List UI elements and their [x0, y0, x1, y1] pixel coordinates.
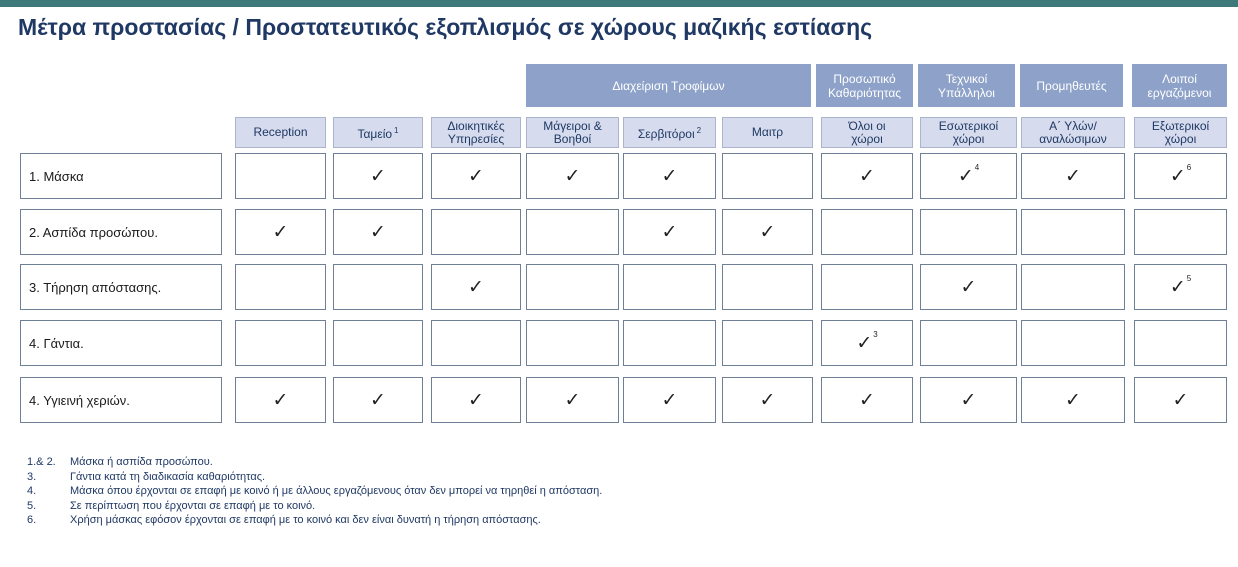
checkmark-icon: ✓: [468, 276, 484, 298]
matrix-cell: [623, 153, 716, 199]
footnote: [27, 455, 602, 470]
column-header-line: χώροι: [1164, 131, 1197, 146]
column-header: [1134, 117, 1227, 148]
footnote-text: Γάντια κατά τη διαδικασία καθαριότητας.: [70, 470, 266, 483]
page-title: Μέτρα προστασίας / Προστατευτικός εξοπλισμός σε χώρους μαζικής εστίασης: [18, 14, 873, 40]
matrix-cell: [821, 377, 913, 423]
column-header-line: χώροι: [851, 131, 883, 146]
matrix-cell: [722, 320, 813, 366]
checkmark-icon: ✓: [859, 165, 875, 187]
column-header-line: Όλοι οι: [848, 118, 886, 133]
matrix-cell: [1134, 153, 1227, 199]
row-label: 4. Γάντια.: [20, 320, 222, 366]
matrix-cell: [623, 209, 716, 255]
column-header-line: Μαιτρ: [751, 125, 784, 139]
column-header-text: [447, 120, 504, 146]
matrix-cell: [722, 377, 813, 423]
group-header-label: Τεχνικοί: [945, 71, 988, 86]
matrix-cell: [431, 320, 521, 366]
group-header-label: Λοιποί: [1162, 71, 1197, 86]
group-header-label: εργαζόμενοι: [1147, 85, 1212, 100]
matrix-cell: [526, 264, 619, 310]
column-header-line: Σερβιτόροι: [637, 127, 695, 141]
checkmark-icon: ✓: [960, 276, 977, 298]
matrix-cell: [431, 209, 521, 255]
footnote-number: 5.: [27, 499, 37, 512]
footnote-text: Μάσκα όπου έρχονται σε επαφή με κοινό ή με άλλους εργαζόμενους όταν δεν μπορεί να τηρηθεί η απόσταση.: [70, 485, 603, 497]
column-header-text: [1039, 120, 1106, 146]
matrix-cell: [1021, 264, 1125, 310]
column-header: [920, 117, 1017, 148]
matrix-cell: [235, 264, 326, 310]
footnote-text: Χρήση μάσκας εφόσον έρχονται σε επαφή με το κοινό και δεν είναι δυνατή η τήρηση απόστασης.: [70, 514, 541, 526]
checkmark-icon: ✓: [661, 221, 678, 243]
column-header: [333, 117, 423, 148]
matrix-cell: [431, 264, 521, 310]
footnote: [27, 484, 602, 499]
footnote: [27, 470, 602, 485]
column-header-line: Διοικητικές: [447, 118, 505, 133]
matrix-cell: [235, 153, 326, 199]
column-header-line: Α΄ Υλών/: [1049, 118, 1097, 133]
footnote: [27, 513, 602, 528]
column-header-line: Εξωτερικοί: [1151, 118, 1210, 133]
footnote-ref: 5: [1186, 274, 1192, 283]
footnote-number: 4.: [27, 485, 37, 497]
column-header-text: [1152, 120, 1209, 146]
checkmark-icon: ✓: [759, 221, 776, 243]
matrix-cell: [526, 377, 619, 423]
checkmark-icon: ✓: [1172, 389, 1189, 411]
group-header-technical-staff: [918, 64, 1015, 107]
checkmark-icon: ✓: [564, 389, 581, 411]
footnote-ref: 1: [394, 126, 399, 135]
matrix-cell: [1134, 264, 1227, 310]
checkmark-icon: ✓: [370, 165, 386, 187]
matrix-cell: [1021, 209, 1125, 255]
checkmark-icon: ✓: [957, 165, 974, 187]
checkmark-icon: ✓: [661, 389, 678, 411]
column-header: [235, 117, 326, 148]
column-header: [623, 117, 716, 148]
checkmark-icon: ✓: [1169, 165, 1186, 187]
column-header-text: [848, 120, 885, 146]
matrix-cell: [920, 377, 1017, 423]
matrix-cell: [1134, 377, 1227, 423]
footnotes: [27, 455, 602, 528]
matrix-cell: [526, 153, 619, 199]
column-header-text: [253, 126, 307, 139]
checkmark-icon: ✓: [960, 389, 977, 411]
group-header-cleaning-staff: [816, 64, 913, 107]
matrix-cell: [920, 320, 1017, 366]
matrix-cell: [1021, 320, 1125, 366]
column-header-line: Reception: [253, 125, 308, 139]
group-header-other-employees: [1132, 64, 1227, 107]
matrix-cell: [1134, 320, 1227, 366]
matrix-cell: [333, 320, 423, 366]
group-header-label: Διαχείριση Τροφίμων: [612, 78, 725, 93]
matrix-cell: [623, 377, 716, 423]
matrix-cell: [333, 209, 423, 255]
checkmark-icon: ✓: [1065, 389, 1081, 411]
column-header: [431, 117, 521, 148]
checkmark-icon: ✓: [856, 332, 873, 354]
matrix-cell: [526, 320, 619, 366]
matrix-cell: [722, 209, 813, 255]
footnote-text: Μάσκα ή ασπίδα προσώπου.: [70, 456, 213, 468]
matrix-cell: [920, 264, 1017, 310]
checkmark-icon: ✓: [468, 165, 484, 187]
matrix-cell: [526, 209, 619, 255]
column-header-line: Εσωτερικοί: [938, 118, 999, 133]
column-header-line: Ταμείο: [357, 127, 393, 141]
matrix-cell: [235, 209, 326, 255]
matrix-cell: [722, 264, 813, 310]
checkmark-icon: ✓: [370, 389, 386, 411]
group-header-label: Καθαριότητας: [827, 85, 902, 100]
row-label: 2. Ασπίδα προσώπου.: [20, 209, 222, 255]
column-header-line: χώροι: [952, 131, 985, 146]
column-header-text: [939, 120, 998, 146]
column-header-line: Μάγειροι &: [543, 118, 602, 133]
footnote-number: 6.: [27, 514, 37, 526]
checkmark-icon: ✓: [370, 221, 386, 243]
row-label: 1. Μάσκα: [20, 153, 222, 199]
row-label: 3. Τήρηση απόστασης.: [20, 264, 222, 310]
matrix-cell: [920, 153, 1017, 199]
matrix-cell: [821, 264, 913, 310]
matrix-cell: [722, 153, 813, 199]
matrix-cell: [333, 264, 423, 310]
matrix-cell: [431, 153, 521, 199]
checkmark-icon: ✓: [272, 221, 289, 243]
footnote-ref: 6: [1186, 163, 1192, 172]
column-header-text: [357, 124, 398, 141]
column-header: [722, 117, 813, 148]
matrix-cell: [1021, 377, 1125, 423]
footnote-ref: 2: [696, 126, 702, 135]
matrix-cell: [821, 320, 913, 366]
matrix-cell: [920, 209, 1017, 255]
footnote-text: Σε περίπτωση που έρχονται σε επαφή με το κοινό.: [70, 499, 316, 512]
matrix-cell: [623, 320, 716, 366]
checkmark-icon: ✓: [759, 389, 776, 411]
checkmark-icon: ✓: [468, 389, 484, 411]
row-label: 4. Υγιεινή χεριών.: [20, 377, 222, 423]
matrix-cell: [333, 377, 423, 423]
matrix-cell: [431, 377, 521, 423]
checkmark-icon: ✓: [564, 165, 581, 187]
matrix-cell: [333, 153, 423, 199]
matrix-cell: [1134, 209, 1227, 255]
checkmark-icon: ✓: [661, 165, 678, 187]
group-header-label: Υπάλληλοι: [938, 85, 995, 100]
checkmark-icon: ✓: [272, 389, 289, 411]
matrix-cell: [1021, 153, 1125, 199]
checkmark-icon: ✓: [1065, 165, 1081, 187]
group-header-suppliers: [1020, 64, 1123, 107]
matrix-cell: [235, 377, 326, 423]
matrix-cell: [235, 320, 326, 366]
column-header: [1021, 117, 1125, 148]
footnote-ref: 3: [873, 330, 878, 339]
footnote-ref: 4: [974, 163, 980, 172]
column-header: [821, 117, 913, 148]
top-accent-bar: [0, 0, 1238, 7]
group-header-label: Προσωπικό: [833, 71, 896, 86]
checkmark-icon: ✓: [859, 389, 875, 411]
group-header-label: Προμηθευτές: [1036, 78, 1107, 93]
column-header-text: [543, 120, 601, 146]
column-header-text: [752, 126, 783, 139]
matrix-cell: [821, 209, 913, 255]
column-header-line: Βοηθοί: [553, 131, 592, 146]
footnote-number: 3.: [27, 470, 37, 483]
column-header-line: αναλώσιμων: [1039, 131, 1107, 146]
footnote: [27, 499, 602, 514]
group-header-food-handling: [526, 64, 811, 107]
checkmark-icon: ✓: [1169, 276, 1186, 298]
column-header-line: Υπηρεσίες: [447, 131, 505, 146]
footnote-number: 1.& 2.: [27, 456, 56, 468]
matrix-cell: [821, 153, 913, 199]
column-header-text: [638, 124, 701, 141]
column-header: [526, 117, 619, 148]
matrix-cell: [623, 264, 716, 310]
